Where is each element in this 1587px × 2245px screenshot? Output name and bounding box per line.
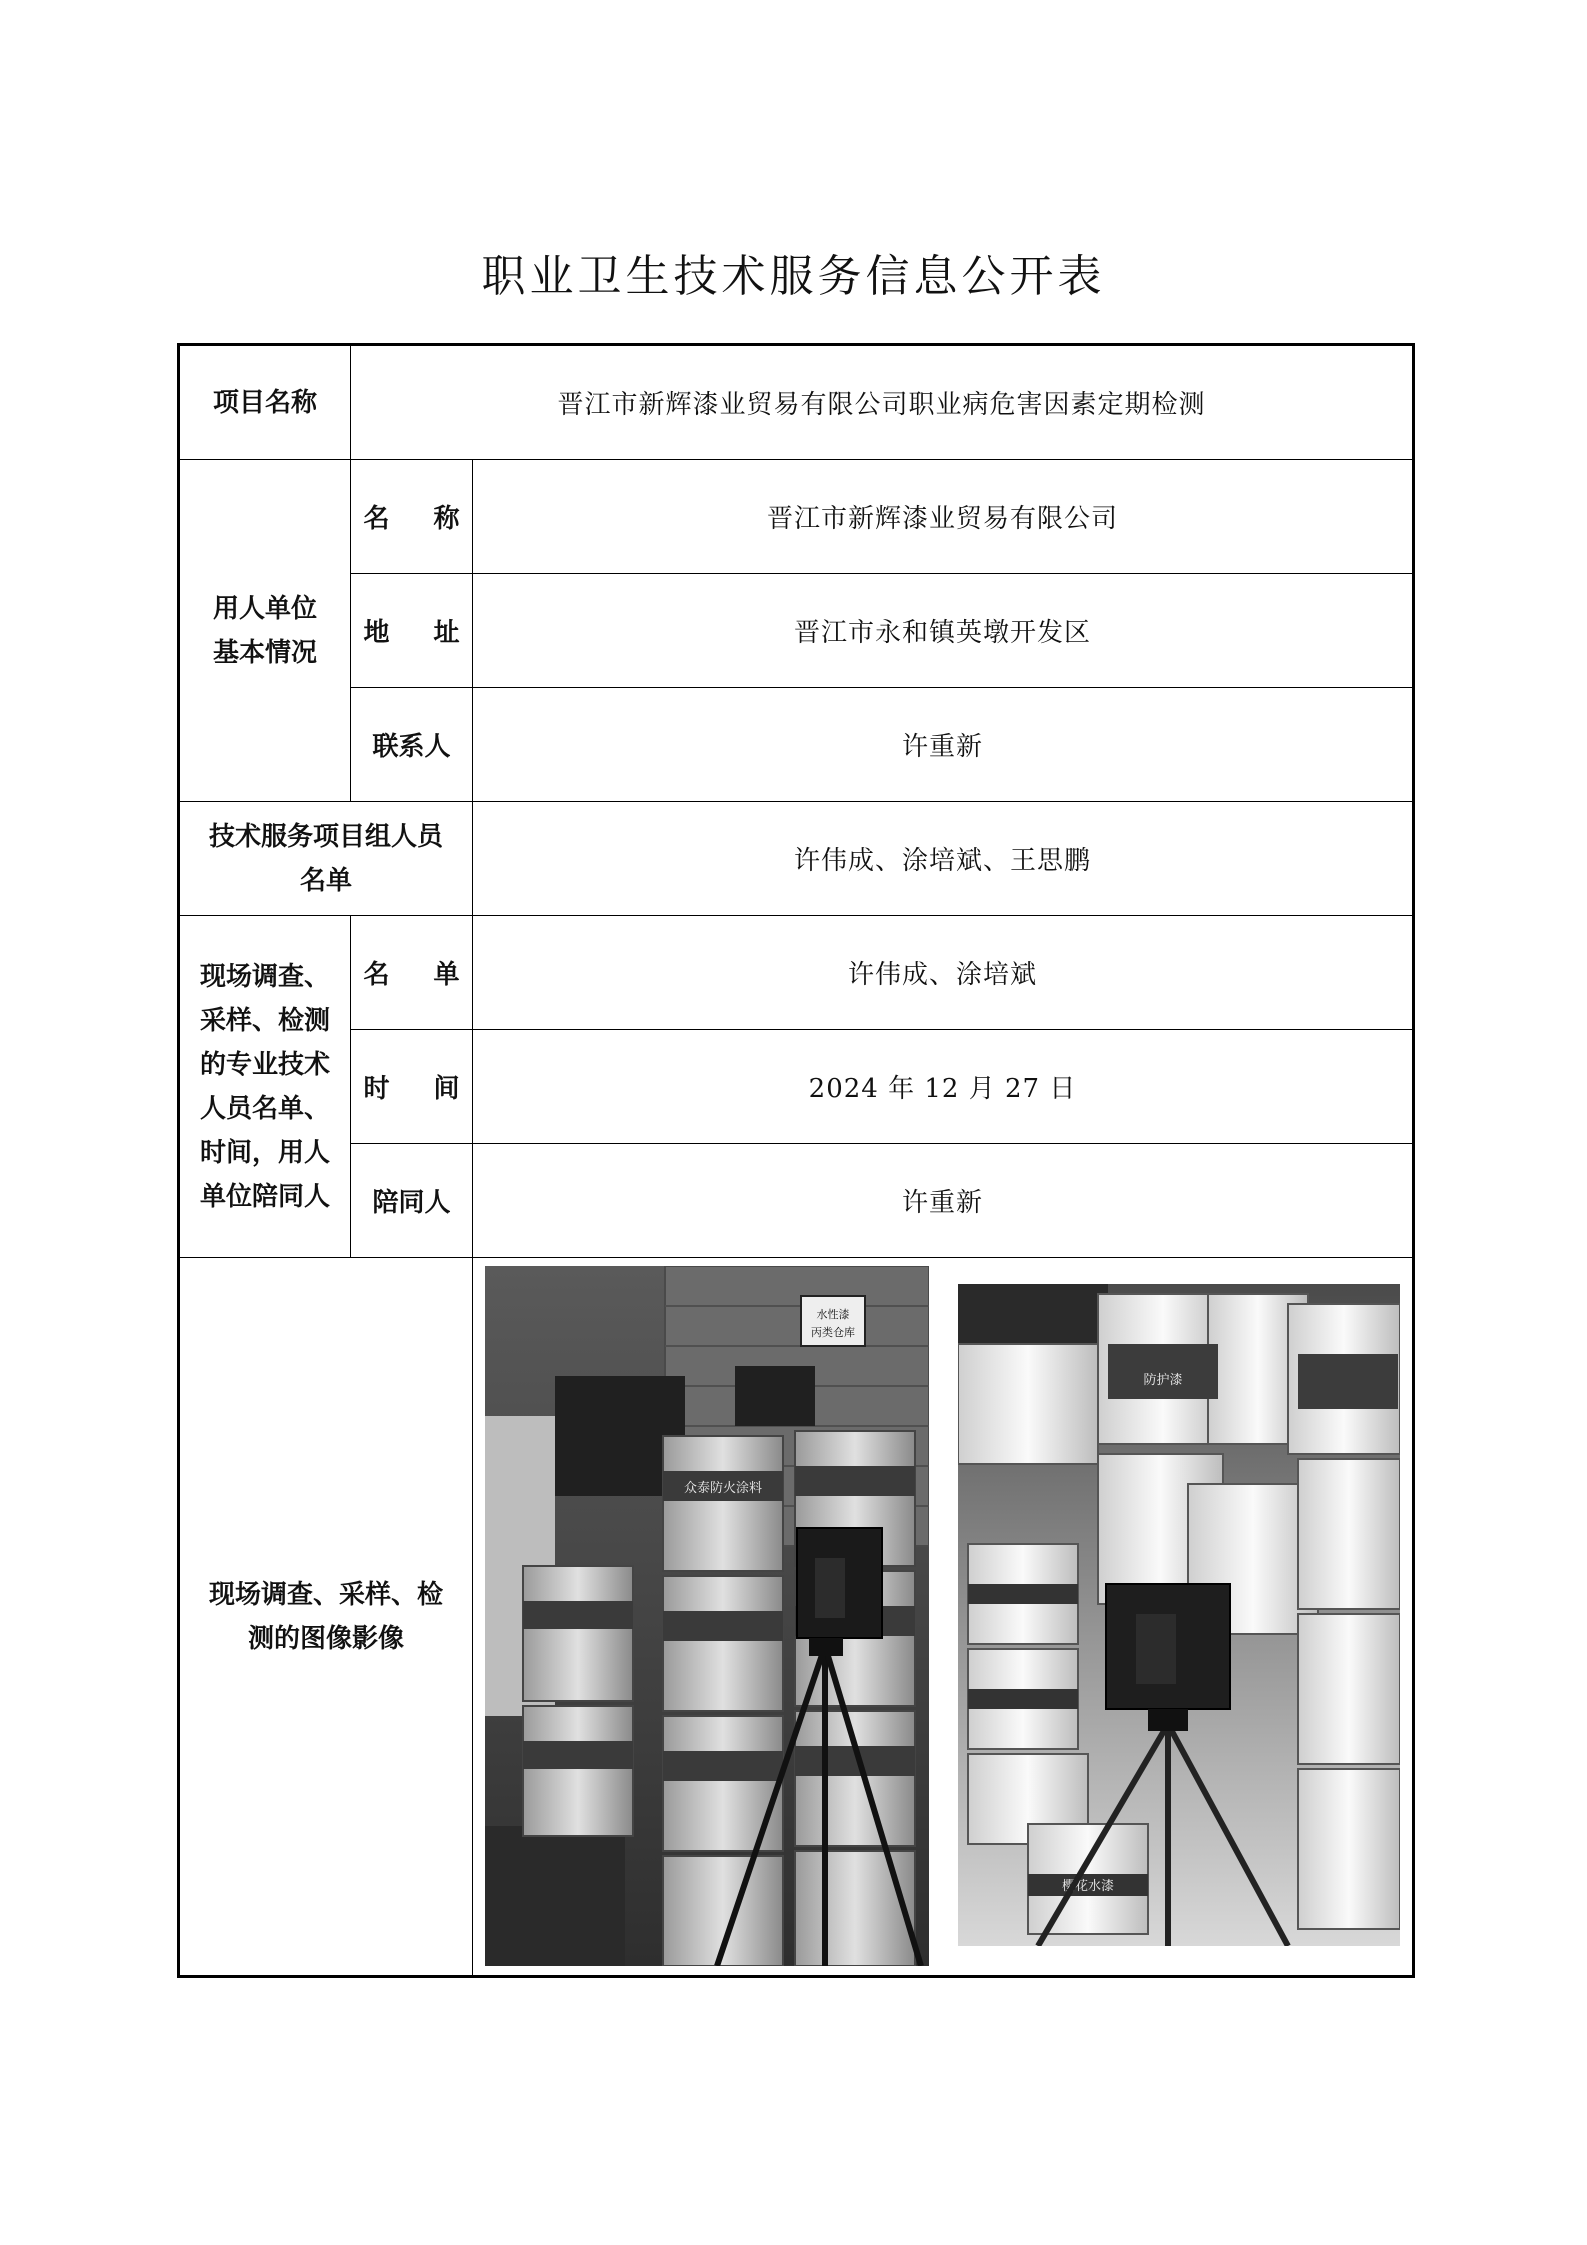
employer-address-value: 晋江市永和镇英墩开发区 (473, 574, 1414, 688)
employer-address-label (351, 574, 473, 688)
images-cell (473, 1258, 1414, 1977)
address-label-char-2: 址 (433, 618, 460, 648)
row-survey-time (179, 1030, 1414, 1144)
row-employer-address (179, 574, 1414, 688)
bucket-label-2: 防护漆 (1143, 1373, 1183, 1388)
bucket-brand-1: 众泰防火涂料 (683, 1481, 763, 1496)
list-label-char-2: 单 (433, 960, 460, 990)
row-employer-contact (179, 688, 1414, 802)
survey-list-value: 许伟成、涂培斌 (473, 916, 1414, 1030)
team-label (179, 802, 473, 916)
team-value: 许伟成、涂培斌、王思鹏 (473, 802, 1414, 916)
survey-list-label (351, 916, 473, 1030)
employer-name-value: 晋江市新辉漆业贸易有限公司 (473, 460, 1414, 574)
survey-label (179, 916, 351, 1258)
survey-time-label (351, 1030, 473, 1144)
page-title: 职业卫生技术服务信息公开表 (481, 251, 1106, 302)
warehouse-sign: 水性漆 (816, 1308, 850, 1321)
svg-text:丙类仓库: 丙类仓库 (811, 1326, 855, 1339)
images-label-text: 现场调查、采样、检 测的图像影像 (208, 1579, 443, 1654)
survey-time-value: 2024 年 12 月 27 日 (473, 1030, 1414, 1144)
project-name-label: 项目名称 (179, 345, 351, 460)
row-images (179, 1258, 1414, 1977)
list-label-char-1: 名 (363, 960, 390, 990)
survey-label-text: 现场调查、 采样、检测 的专业技术 人员名单、 时间，用人 单位陪同人 (199, 961, 330, 1212)
row-survey-escort (179, 1144, 1414, 1258)
row-employer-name (179, 460, 1414, 574)
row-survey-list (179, 916, 1414, 1030)
employer-name-label (351, 460, 473, 574)
address-label-char-1: 地 (363, 618, 390, 648)
team-label-text: 技术服务项目组人员 名单 (208, 821, 443, 896)
images-label (179, 1258, 473, 1977)
site-photo-1 (485, 1266, 929, 1966)
info-table (177, 343, 1415, 1978)
row-team (179, 802, 1414, 916)
bucket-brand-2: 樱花水漆 (1061, 1879, 1115, 1894)
name-label-char-2: 称 (433, 504, 460, 534)
row-project (179, 345, 1414, 460)
employer-info-label (179, 460, 351, 802)
name-label-char-1: 名 (363, 504, 390, 534)
time-label-char-1: 时 (363, 1074, 390, 1104)
employer-contact-value: 许重新 (473, 688, 1414, 802)
time-label-char-2: 间 (433, 1074, 460, 1104)
project-name-value: 晋江市新辉漆业贸易有限公司职业病危害因素定期检测 (351, 345, 1414, 460)
employer-contact-label: 联系人 (351, 688, 473, 802)
survey-escort-value: 许重新 (473, 1144, 1414, 1258)
site-photo-2 (958, 1284, 1400, 1946)
survey-escort-label: 陪同人 (351, 1144, 473, 1258)
employer-info-text: 用人单位 基本情况 (212, 593, 317, 668)
